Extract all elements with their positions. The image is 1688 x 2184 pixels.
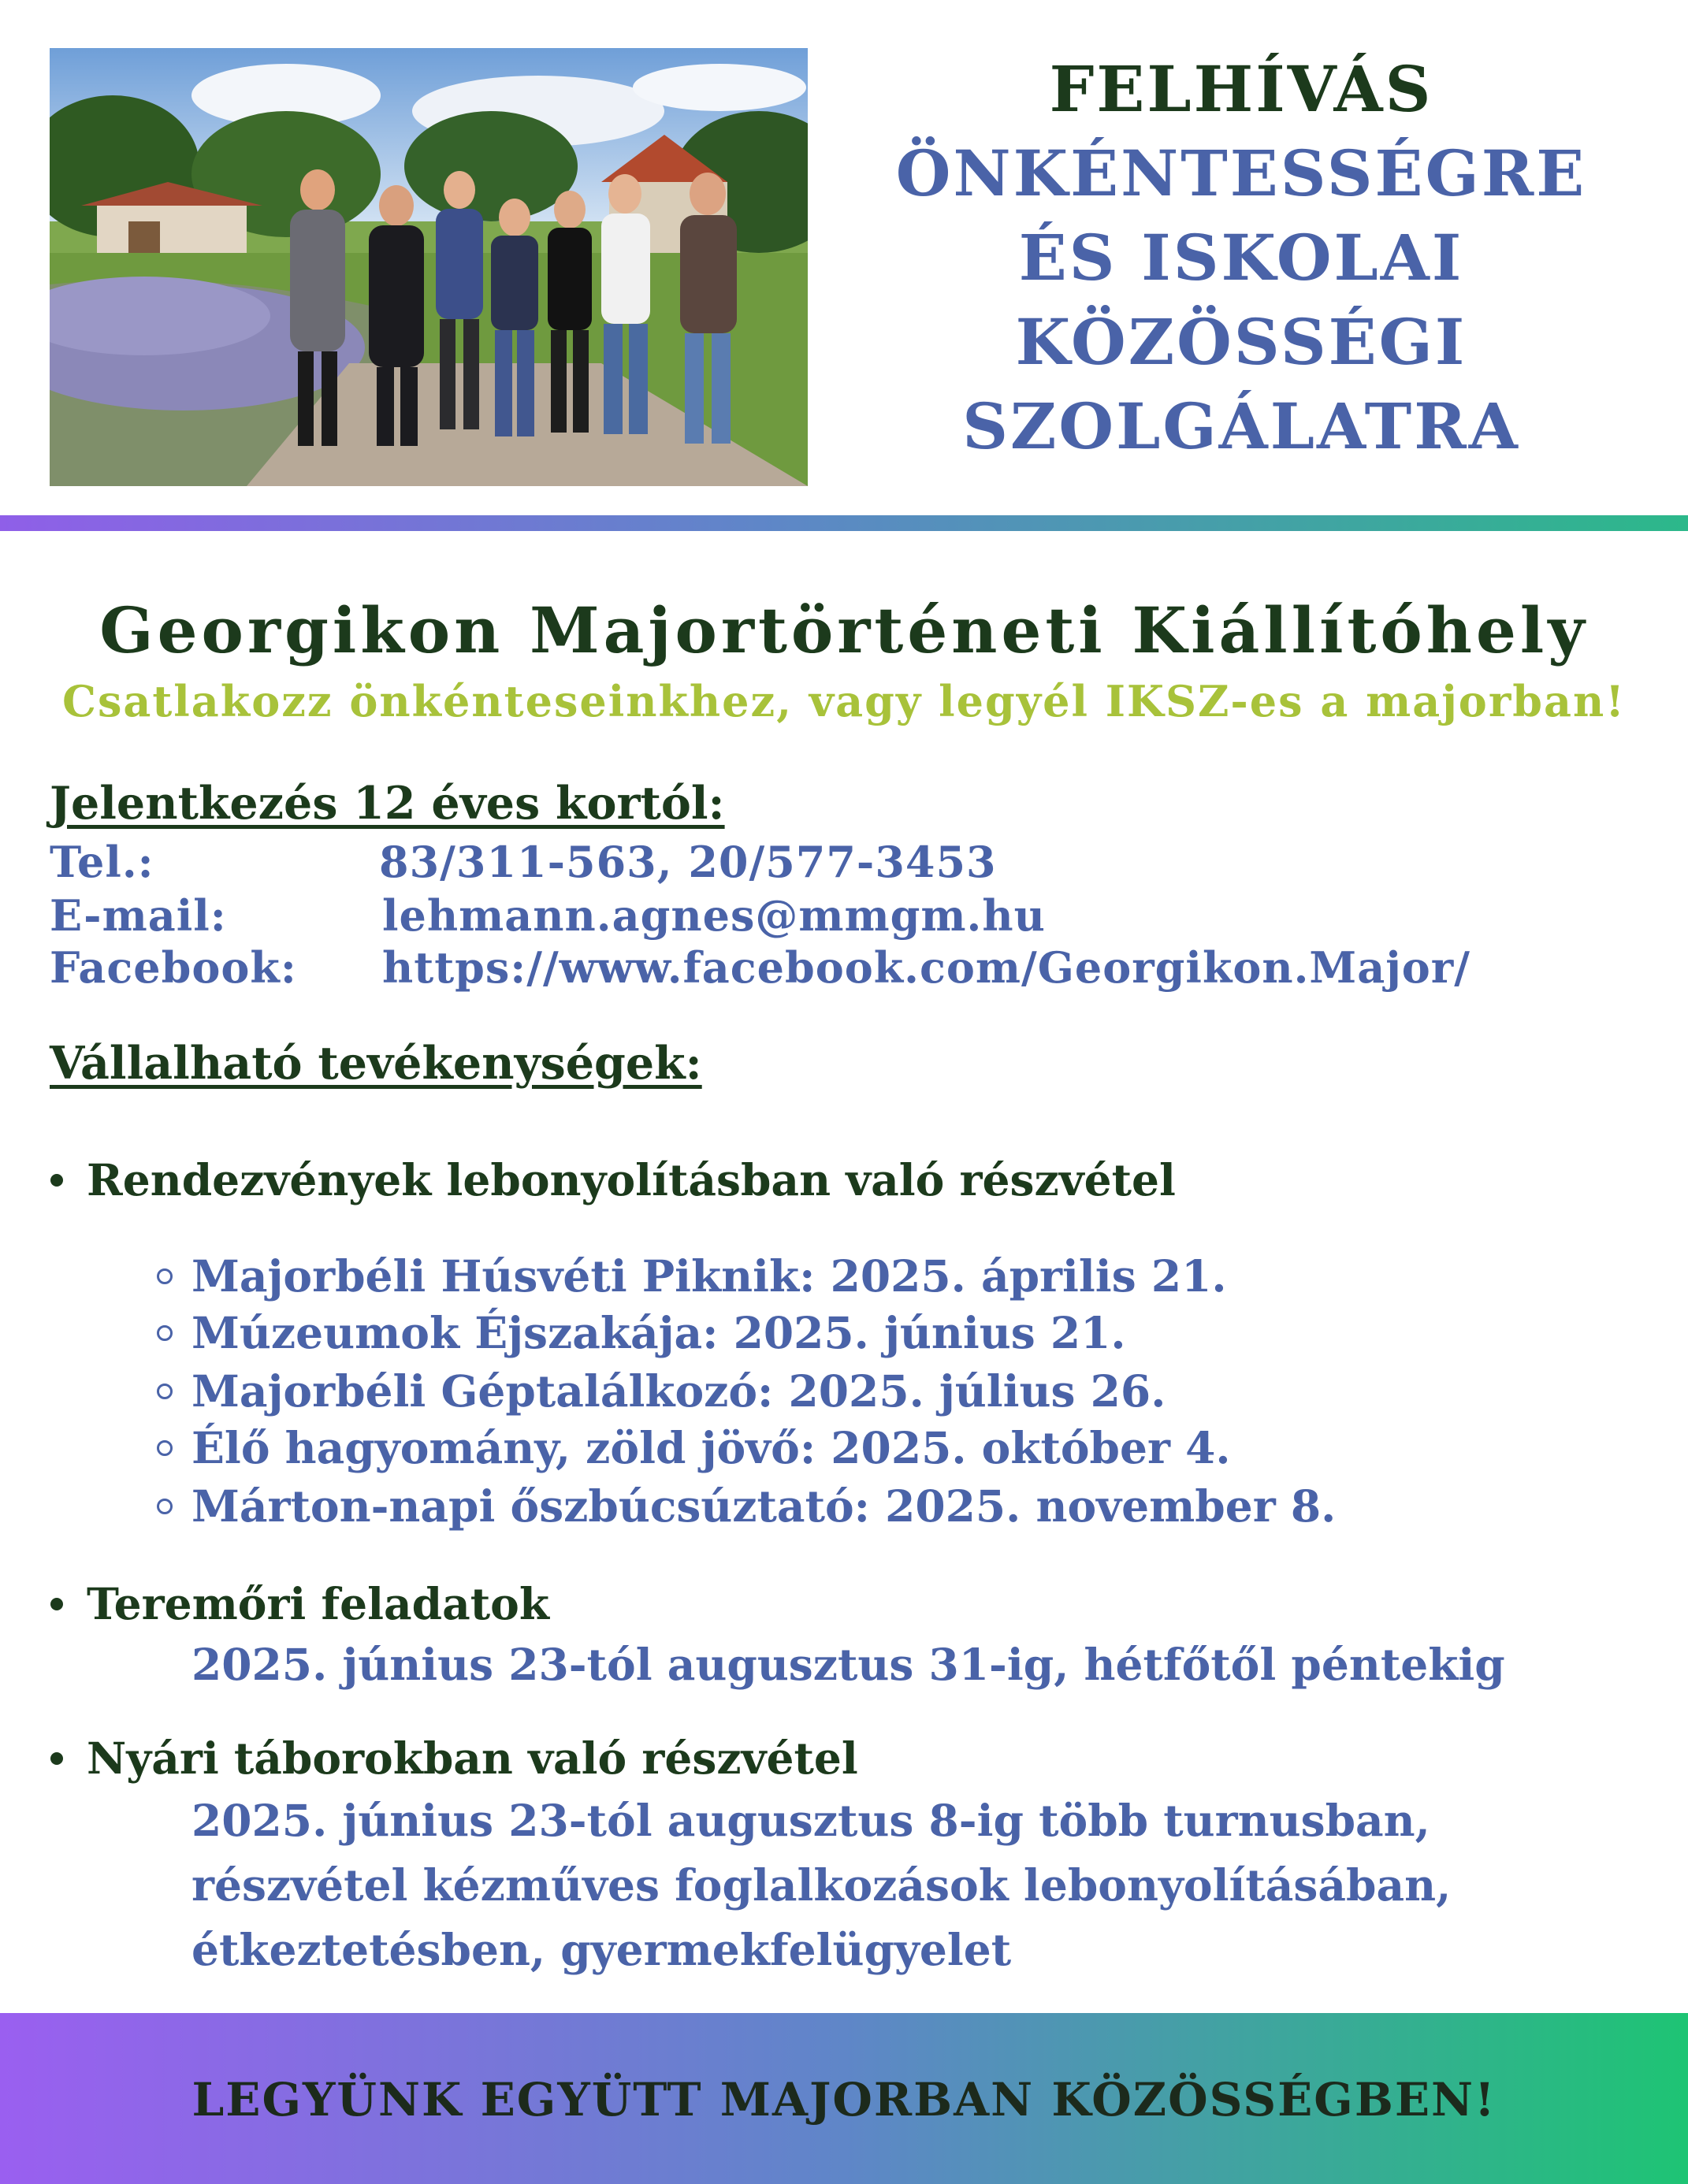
activity-camp-title: Nyári táborokban való részvétel [87,1733,858,1784]
event-item [191,1248,1227,1305]
title-line-4: KÖZÖSSÉGI [1015,305,1467,379]
contact-email-label: E-mail: [50,890,227,941]
contact-facebook-link[interactable]: https://www.facebook.com/Georgikon.Major/ [382,942,1470,993]
organization-name: Georgikon Majortörténeti Kiállítóhely [99,593,1589,667]
camp-detail-line: részvétel kézműves foglalkozások lebonyolításában, [191,1859,1452,1911]
organization-tagline: Csatlakozz önkénteseinkhez, vagy legyél IKSZ-es a majorban! [61,676,1626,726]
bullet-icon [50,1598,63,1610]
event-item [191,1305,1126,1361]
activity-events [87,1152,1176,1209]
title-line-1: FELHÍVÁS [1049,52,1433,126]
contact-tel-value: 83/311-563, 20/577-3453 [379,837,997,887]
camp-detail-line: 2025. június 23-tól augusztus 8-ig több turnusban, [191,1795,1430,1846]
footer-banner [0,2013,1688,2184]
title-line-3: ÉS ISKOLAI [1018,221,1464,295]
group-photo [50,48,808,486]
event-label: Majorbéli Géptalálkozó: 2025. július 26. [191,1365,1166,1417]
circle-bullet-icon [157,1268,173,1284]
contact-heading: Jelentkezés 12 éves kortól: [50,777,725,830]
event-label: Múzeumok Éjszakája: 2025. június 21. [191,1307,1126,1358]
event-label: Majorbéli Húsvéti Piknik: 2025. április 21. [191,1250,1227,1302]
camp-detail-line: étkeztetésben, gyermekfelügyelet [191,1924,1012,1975]
footer-slogan: LEGYÜNK EGYÜTT MAJORBAN KÖZÖSSÉGBEN! [191,2073,1497,2126]
bullet-icon [50,1752,63,1765]
contact-tel-label: Tel.: [50,837,154,887]
event-item [191,1420,1231,1476]
event-label: Élő hagyomány, zöld jövő: 2025. október 4. [191,1422,1231,1473]
contact-email-value[interactable]: lehmann.agnes@mmgm.hu [382,890,1046,941]
activities-heading: Vállalható tevékenységek: [50,1037,702,1090]
circle-bullet-icon [157,1325,173,1341]
gradient-divider [0,515,1688,531]
title-line-2: ÖNKÉNTESSÉGRE [895,136,1587,210]
circle-bullet-icon [157,1440,173,1456]
contact-facebook-label: Facebook: [50,942,297,993]
activity-room-detail: 2025. június 23-tól augusztus 31-ig, hétfőtől péntekig [191,1639,1505,1690]
activity-events-title: Rendezvények lebonyolításban való részvétel [87,1154,1176,1205]
event-item [191,1363,1166,1420]
activity-room-title: Teremőri feladatok [87,1578,549,1629]
activity-summer-camp [87,1730,858,1787]
circle-bullet-icon [157,1384,173,1399]
circle-bullet-icon [157,1499,173,1514]
call-title [859,47,1623,469]
event-item [191,1478,1336,1535]
title-line-5: SZOLGÁLATRA [962,389,1520,463]
event-label: Márton-napi őszbúcsúztató: 2025. november 8. [191,1480,1337,1532]
activity-room-attendant [87,1576,549,1632]
bullet-icon [50,1174,63,1187]
